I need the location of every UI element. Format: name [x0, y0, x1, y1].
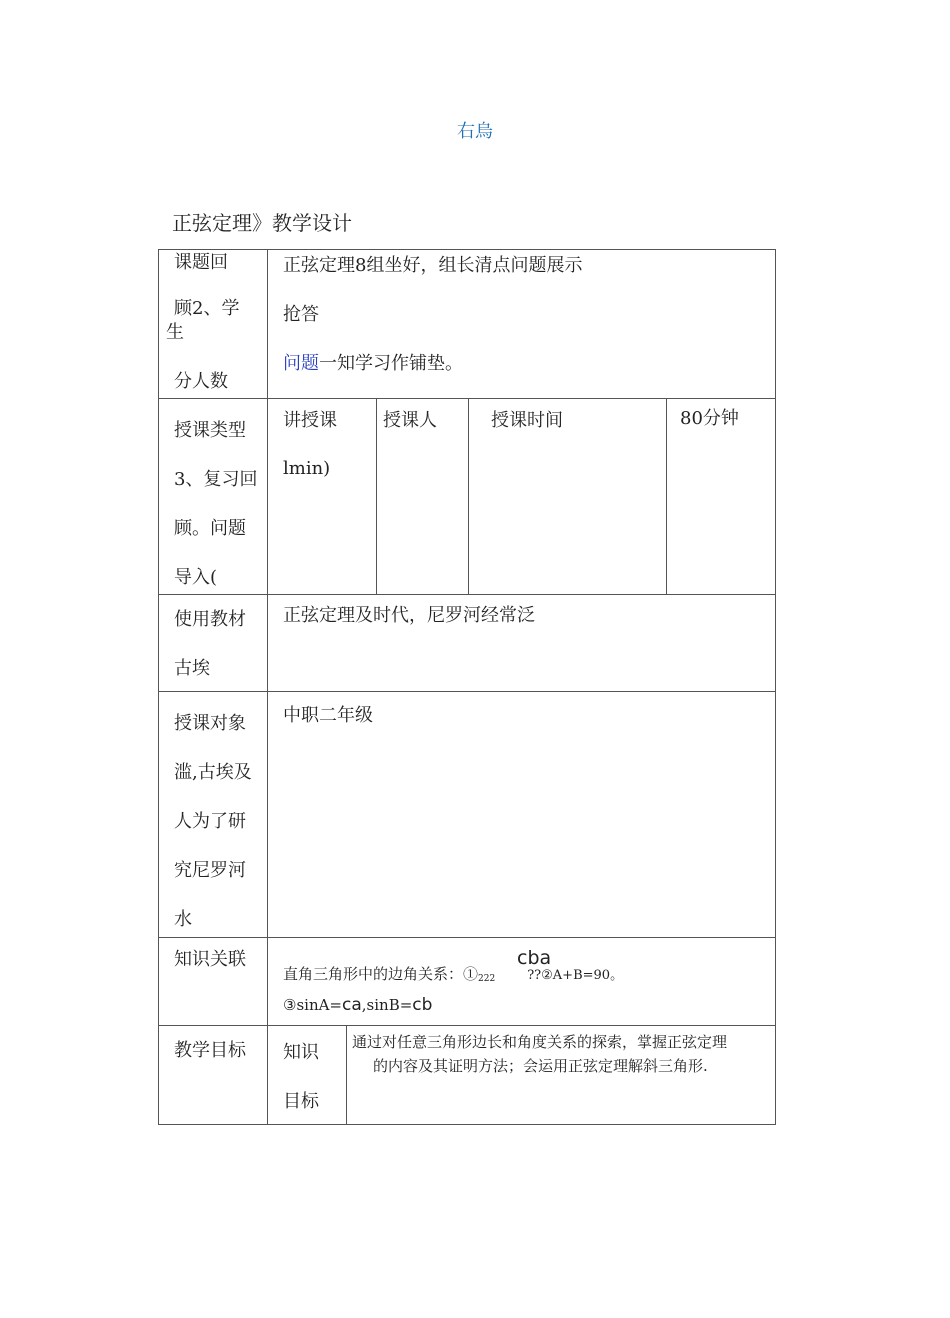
row1-label-line2: 顾2、学	[174, 298, 240, 319]
sin-b-value: cb	[412, 995, 433, 1015]
knowledge-link-line1	[283, 962, 623, 991]
teacher-label: 授课人	[383, 410, 437, 431]
formula-top: cba	[517, 947, 552, 969]
lesson-duration: 80分钟	[680, 408, 739, 429]
knowledge-link-prefix: 直角三角形中的边角关系：①	[283, 965, 479, 983]
row1-content-line2: 抢答	[283, 304, 319, 325]
goal-content-line1: 通过对任意三角形边长和角度关系的探索，掌握正弦定理	[352, 1033, 728, 1051]
row2-label-line3: 顾。问题	[174, 518, 246, 539]
knowledge-link-subscript: 222	[478, 974, 496, 984]
row1-content-link: 问题	[283, 353, 319, 374]
row4-label-line3: 人为了研	[174, 811, 246, 832]
row3-label-line2: 古埃	[174, 658, 210, 679]
row1-content-line3	[283, 352, 463, 376]
row1-content-line1: 正弦定理8组坐好，组长清点问题展示	[283, 255, 583, 276]
goal-sub-label-line1: 知识	[283, 1042, 319, 1063]
row1-label-line4: 分人数	[174, 371, 228, 392]
lesson-type-duration: lmin)	[283, 458, 331, 479]
row4-label-line1: 授课对象	[174, 713, 246, 734]
row2-label-line1: 授课类型	[174, 420, 246, 441]
row4-label-line2: 滥,古埃及	[174, 762, 252, 783]
row2-label-line4: 导入(	[174, 567, 218, 588]
teaching-goal-label: 教学目标	[174, 1040, 246, 1061]
sin-a-value: ca	[342, 995, 362, 1015]
lesson-type: 讲授课	[283, 410, 337, 431]
document-title: 正弦定理》教学设计	[172, 211, 352, 235]
row2-label-line2: 3、复习回	[174, 469, 258, 490]
textbook-content: 正弦定理及时代，尼罗河经常泛	[283, 605, 535, 626]
knowledge-link-line2	[283, 993, 432, 1017]
knowledge-link-label: 知识关联	[174, 949, 246, 970]
sin-b-label: ,sinB=	[361, 996, 413, 1014]
page-header: 右烏	[457, 121, 493, 142]
lesson-time-label: 授课时间	[491, 410, 563, 431]
row1-label-line3: 生	[166, 322, 184, 343]
goal-sub-label-line2: 目标	[283, 1091, 319, 1112]
row4-label-line5: 水	[174, 909, 192, 930]
audience-content: 中职二年级	[283, 705, 373, 726]
row1-label-line1: 课题回	[174, 252, 228, 273]
sin-a-label: ③sinA=	[283, 996, 343, 1014]
knowledge-link-suffix: ??②A+B=90。	[527, 968, 624, 983]
row4-label-line4: 究尼罗河	[174, 860, 246, 881]
goal-content-line2: 的内容及其证明方法；会运用正弦定理解斜三角形.	[373, 1057, 708, 1075]
row3-label-line1: 使用教材	[174, 609, 246, 630]
row1-content-rest: 一知学习作铺垫。	[319, 353, 463, 374]
